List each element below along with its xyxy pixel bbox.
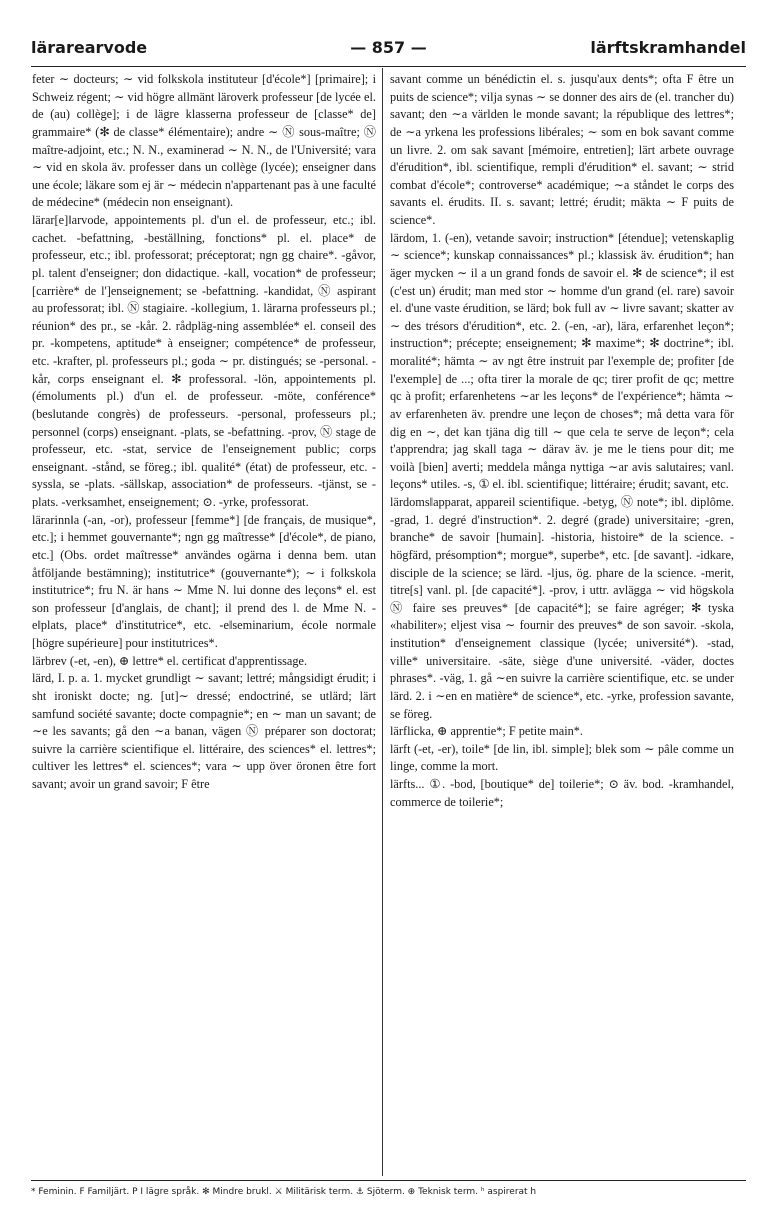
entry-continuation: feter ∼ docteurs; ∼ vid folkskola instituteur [d'école*] [primaire]; i Schweiz régent; ∼ vid högre allmänt läroverk professeur [de lycée el. de (au) collège]; i de lägre klasserna professeur de [classe* de] grammaire* (✻ de classe* élémentaire); andre ∼ Ⓝ sous-maître; Ⓝ maître-adjoint, etc.; N. N., examinerad ∼ N. N., de l'Université; vara ∼ vid en skola äv. professer dans un collège (lycée); enseigner dans une école; läkare som ej är ∼ médecin n'appartenant pas à une faculté de médecine* (médecin non enseignant). [32, 72, 376, 210]
entry-larft: lärft (-et, -er), toile* [de lin, ibl. simple]; blek som ∼ pâle comme un linge, comme la mort. [390, 741, 734, 774]
header-first-headword: lärarearvode [31, 38, 148, 57]
page-number: — 857 — [350, 38, 427, 57]
entry-lardomsapparat: lärdoms‖apparat, appareil scientifique. -betyg, Ⓝ note*; ibl. diplôme. -grad, 1. degré d'instruction*. 2. degré (grade) universitaire; -gren, branche* de savoir [humain]. -historia, histoire* de la science. -högfärd, présomption*; morgue*, superbe*, etc. [de savant]. -idkare, disciple de la science; se lärd. -ljus, ög. phare de la science. -merit, titre[s] vanl. pl. [de capacité*]. -prov, i uttr. avlägga ∼ vid högskola Ⓝ faire ses preuves* [de capacité*]; se faire agréger; ✻ tyska «habiliter»; eljest visa ∼ fournir des preuves* de son savoir. -skola, institution* d'enseignement classique (lycée; université*). -stad, ville* universitaire. -säte, siège d'une université. -väder, doctes phrases*. -väg, 1. gå ∼en suivre la carrière scientifique, etc. se under lärd. 2. i ∼en en matière* de science*, etc. -yrke, profession savante, se föreg. [390, 495, 734, 721]
column-divider [382, 68, 383, 1176]
footer-rule [31, 1180, 746, 1181]
left-column [32, 71, 376, 1176]
header-rule [31, 66, 746, 67]
entry-lard: lärd, I. p. a. 1. mycket grundligt ∼ savant; lettré; mångsidigt érudit; i sht ironiskt docte; ng. [ut]∼ dressé; endoctriné, se utlärd; lärt samfund société savante; docte compagnie*; en ∼ man un savant; de ∼e les savants; gå den ∼a banan, vägen Ⓝ préparer son doctorat; suivre la carrière scientifique el. littéraire, des sciences* el. lettres*; cultiver les lettres* el. sciences*; vara ∼ upp över öronen être fort savant; avoir un grand savoir; F être [32, 671, 376, 791]
entry-lard-continuation: savant comme un bénédictin el. s. jusqu'aux dents*; ofta F être un puits de science*; vilja synas ∼ se donner des airs de (el. trancher du) savant; den ∼a världen le monde savant; la république des lettres*; de ∼a yrkena les professions libérales; ∼ som en bok savant comme un livre. 2. om sak savant [mémoire, entretien]; lärt arbete ouvrage d'érudition*, ibl. scientifique, rempli d'érudition* el. savant; ∼ strid combat d'école*; controverse* académique; ∼a ståndet le corps des savants el. érudits. II. s. savant; lettré; érudit; mäkta ∼ F puits de science*. [390, 72, 734, 227]
page-header [31, 38, 746, 62]
entry-larflicka: lärflicka, ⊕ apprentie*; F petite main*. [390, 724, 583, 739]
header-last-headword: lärftskramhandel [590, 38, 746, 57]
entry-lararinna: lärarinn‖a (-an, -or), professeur [femme*] [de français, de musique*, etc.]; i hemmet gouvernante*; ngn gg maîtresse* [d'école*, de piano, etc.] (Obs. ordet maîtresse* användes ogärna i denna bem. utan åtföljande bestämning); institutrice* (gouvernante*); ∼ i folkskola institutrice*; fru N. är hans ∼ Mme N. lui donne des leçons* el. est son professeur [d'anglais, de chant]; il prend des l. de Mme N. -e‖plats, place* d'institutrice*, etc. -e‖seminarium, école normale [högre supérieure] pour institutrices*. [32, 512, 376, 650]
entry-larfts: lärfts... ①. -bod, [boutique* de] toilerie*; ⊙ äv. bod. -kramhandel, commerce de toilerie*; [390, 777, 734, 809]
entry-lardom: lärdom, 1. (-en), vetande savoir; instruction* [étendue]; vetenskaplig ∼ science*; kunskap connaissances* pl.; klassisk äv. érudition*; han äger mycken ∼ il a un grand fonds de savoir el. ✻ de science*; il est (c'est un) érudit; man med stor ∼ homme d'un grand (el. rare) savoir el. d'une vaste érudition, se lärd; bok full av ∼ livre savant; skatter av ∼ des trésors d'érudition*, etc. 2. (-en, -ar), lära, erfarenhet leçon*; instruction*; précepte; enseignement; ✻ maxime*; ✻ doctrine*; ibl. moralité*; hämta ∼ av ngt être instruit par l'exemple de; profiter [de l'exemple] de ...; ofta tirer la morale de qc; tirer profit de qc; mettre qc à profit; erfarenhetens ∼ar les leçons* de l'expérience*; hämta ∼ av erfarenheten äv. prendre une leçon de choses*; må detta vara för dig en ∼, det kan tjäna dig till ∼ que cela te serve de leçon*; cela t'apprendra; jag skall taga ∼ därav äv. je me le tiens pour dit; me voilà [bien] averti; meddela många nyttiga ∼ar avis salutaires; vanl. leçons* utiles. -s, ① el. ibl. scientifique; littéraire; érudit; savant, etc. [390, 230, 734, 492]
right-column [390, 71, 734, 1176]
entry-lararearvode: lärar[e]‖arvode, appointements pl. d'un el. de professeur, etc.; ibl. cachet. -befattning, -beställning, fonctions* pl. el. place* de professeur, etc.; ibl. professorat; préceptorat; ngn gg chaire*. -gåvor, pl. talent d'enseigner; don didactique. -kall, vocation* de professeur; [carrière* de l']enseignement; se -befattning. -kandidat, Ⓝ aspirant au professorat; ibl. Ⓝ stagiaire. -kollegium, 1. lärarna professeurs pl.; réunion* des pr., se -kår. 2. rådpläg-ning assemblée* el. conseil des pr. -kompetens, aptitude* à enseigner; compétence* de professeur, etc. -krafter, pl. professeurs pl.; goda ∼ pr. distingués; se -personal. -kår, corps enseignant el. ✻ professoral. -lön, appointements pl. (émoluments pl.) d'un el. de professeur. -möte, conférence* (beslutande congrès) de professeurs. -personal, professeurs pl.; personnel (corps) enseignant. -plats, se -befattning. -prov, Ⓝ stage de professeur, etc. -stat, service de l'enseignement public; corps enseignant. -stånd, se föreg.; ibl. qualité* (état) de professeur, etc. -syssla, se -plats. -sällskap, association* de professeurs. -tjänst, se -plats. -verksamhet, enseignement; ⊙. -yrke, professorat. [32, 213, 376, 509]
entry-larbrev: lärbrev (-et, -en), ⊕ lettre* el. certificat d'apprentissage. [32, 653, 308, 668]
abbreviation-legend: * Feminin. F Familjärt. P I lägre språk. ✻ Mindre brukl. ⚔ Militärisk term. ⚓ Sjöterm. ⊕ Teknisk term. ʰ aspirerat h [31, 1187, 537, 1197]
